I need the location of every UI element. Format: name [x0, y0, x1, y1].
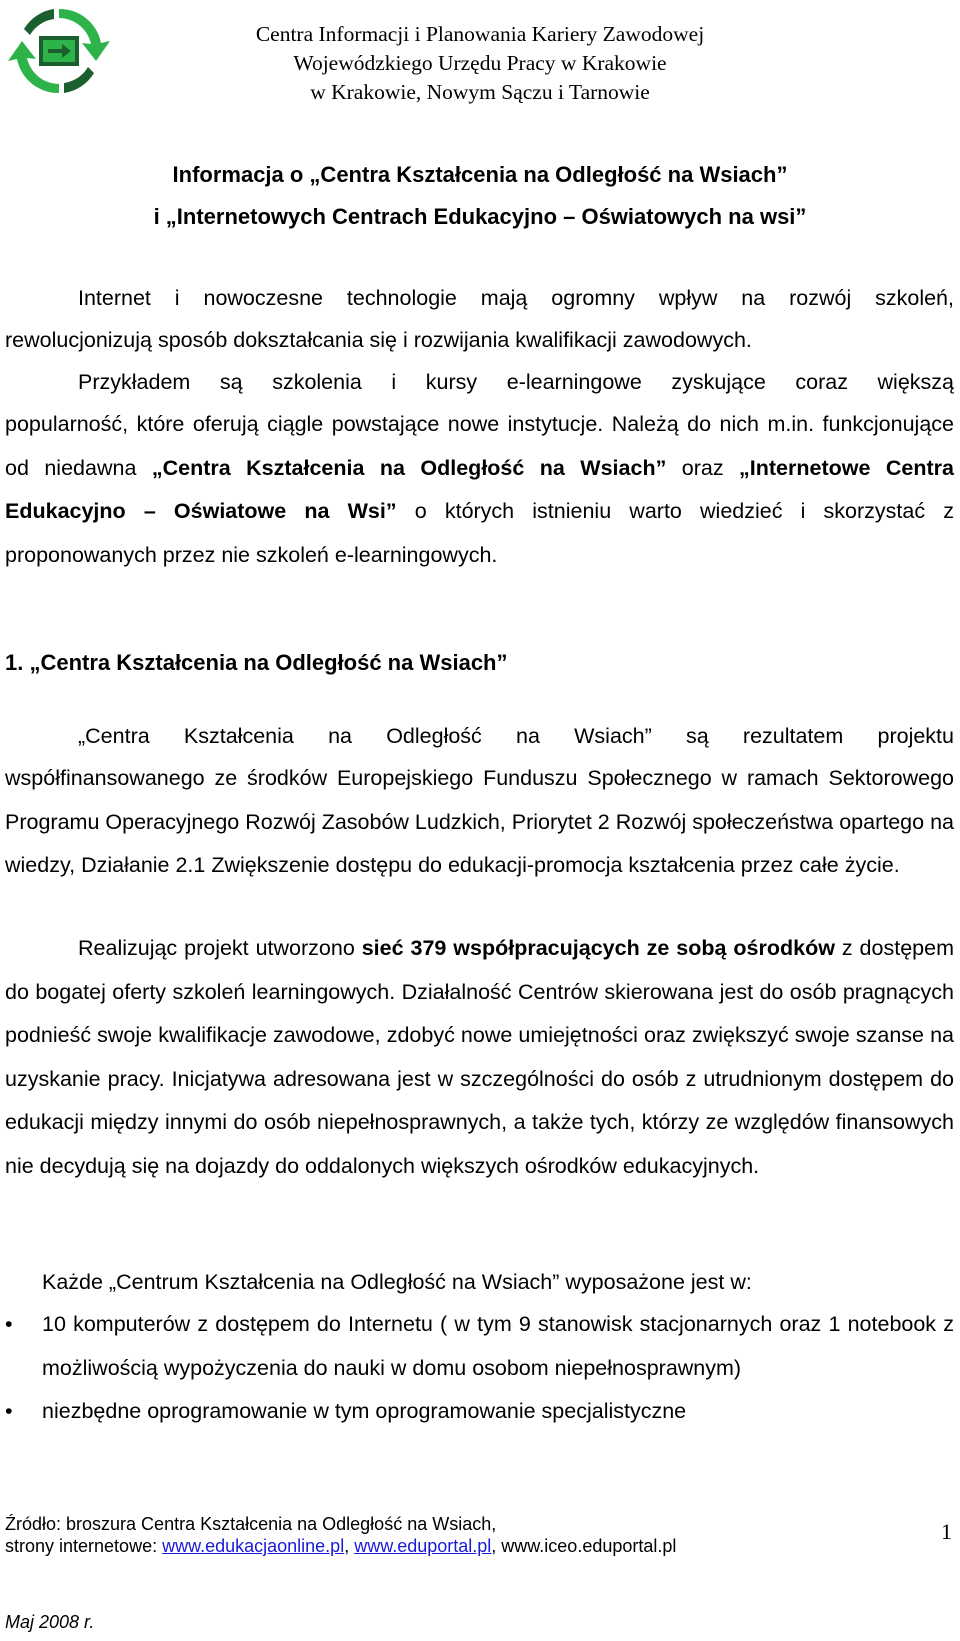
document-date: Maj 2008 r.: [5, 1612, 95, 1632]
page-number: 1: [941, 1519, 952, 1544]
intro-p2-bold-internetowe: „Internetowe Centra Edukacyjno – Oświatowe na Wsi”: [5, 455, 954, 523]
section-1-paragraph-1-rest: współfinansowanego ze środków Europejskiego Funduszu Społecznego w ramach Sektorowego Programu Operacyjnego Rozwój Zasobów Ludzkich, Priorytet 2 Rozwój społeczeństwa opartego na wiedzy, Działanie 2.1 Zwiększenie dostępu do edukacji-promocja kształcenia przez całe życie.: [5, 766, 954, 877]
section-1-p2-start: Realizując projekt utworzono: [78, 936, 362, 960]
intro-p2-end: o których istnieniu warto wiedzieć i skorzystać z proponowanych przez nie szkoleń e-learningowych.: [5, 499, 954, 567]
bullet-icon: •: [5, 1312, 13, 1336]
section-1-heading: 1. „Centra Kształcenia na Odległość na Wsiach”: [5, 650, 508, 675]
section-1-p2-bold: sieć 379 współpracujących ze sobą ośrodków: [361, 936, 835, 960]
intro-p2-mid: oraz: [666, 455, 740, 480]
list-item: [5, 1390, 954, 1434]
organization-header: [210, 20, 750, 107]
footer-web-label: strony internetowe:: [5, 1536, 163, 1556]
link-edukacjaonline[interactable]: www.edukacjaonline.pl: [162, 1536, 345, 1556]
equipment-list: [5, 1303, 954, 1434]
footer-source-line: Źródło: broszura Centra Kształcenia na Odległość na Wsiach,: [5, 1514, 497, 1534]
recycle-arrows-logo-icon: [4, 3, 114, 99]
intro-paragraph-1-lead: Internet i nowoczesne technologie mają ogromny wpływ na rozwój szkoleń,: [78, 286, 954, 310]
intro-paragraph-1-rest: rewolucjonizują sposób dokształcania się i rozwijania kwalifikacji zawodowych.: [5, 328, 752, 352]
list-item-text: 10 komputerów z dostępem do Internetu ( w tym 9 stanowisk stacjonarnych oraz 1 notebook z możliwością wypożyczenia do nauki w domu osobom niepełnosprawnym): [42, 1312, 954, 1380]
document-title-line-1: Informacja o „Centra Kształcenia na Odległość na Wsiach”: [172, 162, 788, 187]
section-1-paragraph-1-lead: „Centra Kształcenia na Odległość na Wsiach” są rezultatem projektu: [78, 724, 954, 748]
link-iceo-eduportal: www.iceo.eduportal.pl: [501, 1536, 677, 1556]
bullet-icon: •: [5, 1399, 13, 1423]
list-item-text: niezbędne oprogramowanie w tym oprogramowanie specjalistyczne: [42, 1399, 687, 1423]
document-title-line-2: i „Internetowych Centrach Edukacyjno – Oświatowych na wsi”: [153, 204, 807, 229]
equipment-intro: Każde „Centrum Kształcenia na Odległość na Wsiach” wyposażone jest w:: [42, 1270, 752, 1294]
section-1-p2-rest: z dostępem do bogatej oferty szkoleń learningowych. Działalność Centrów skierowana jest do osób pragnących podnieść swoje kwalifikacje zawodowe, zdobyć nowe umiejętności oraz zwiększyć swoje szanse na uzyskanie pracy. Inicjatywa adresowana jest w szczególności do osób z utrudnionym dostępem do edukacji między innymi do osób niepełnosprawnych, a także tych, którzy ze względów finansowych nie decydują się na dojazdy do oddalonych większych ośrodków edukacyjnych.: [5, 936, 954, 1178]
footer-source: [5, 1513, 676, 1557]
intro-p2-bold-centra: „Centra Kształcenia na Odległość na Wsiach”: [151, 455, 667, 480]
footer-separator: ,: [491, 1536, 502, 1556]
org-line-2: Wojewódzkiego Urzędu Pracy w Krakowie: [293, 51, 667, 75]
link-eduportal[interactable]: www.eduportal.pl: [354, 1536, 492, 1556]
org-line-1: Centra Informacji i Planowania Kariery Zawodowej: [255, 22, 705, 46]
list-item: [5, 1303, 954, 1390]
footer-separator: ,: [344, 1536, 355, 1556]
intro-paragraph-2-rest: [5, 403, 954, 577]
org-line-3: w Krakowie, Nowym Sączu i Tarnowie: [310, 80, 650, 104]
footer-web-line: [5, 1535, 676, 1557]
section-1-paragraph-2: [5, 927, 954, 1188]
intro-p2-text: popularność, które oferują ciągle powstające nowe instytucje. Należą do nich m.in. funkcjonujące od niedawna: [5, 412, 954, 480]
logo: [4, 3, 114, 99]
intro-paragraph-2-lead: Przykładem są szkolenia i kursy e-learningowe zyskujące coraz większą: [78, 370, 954, 394]
